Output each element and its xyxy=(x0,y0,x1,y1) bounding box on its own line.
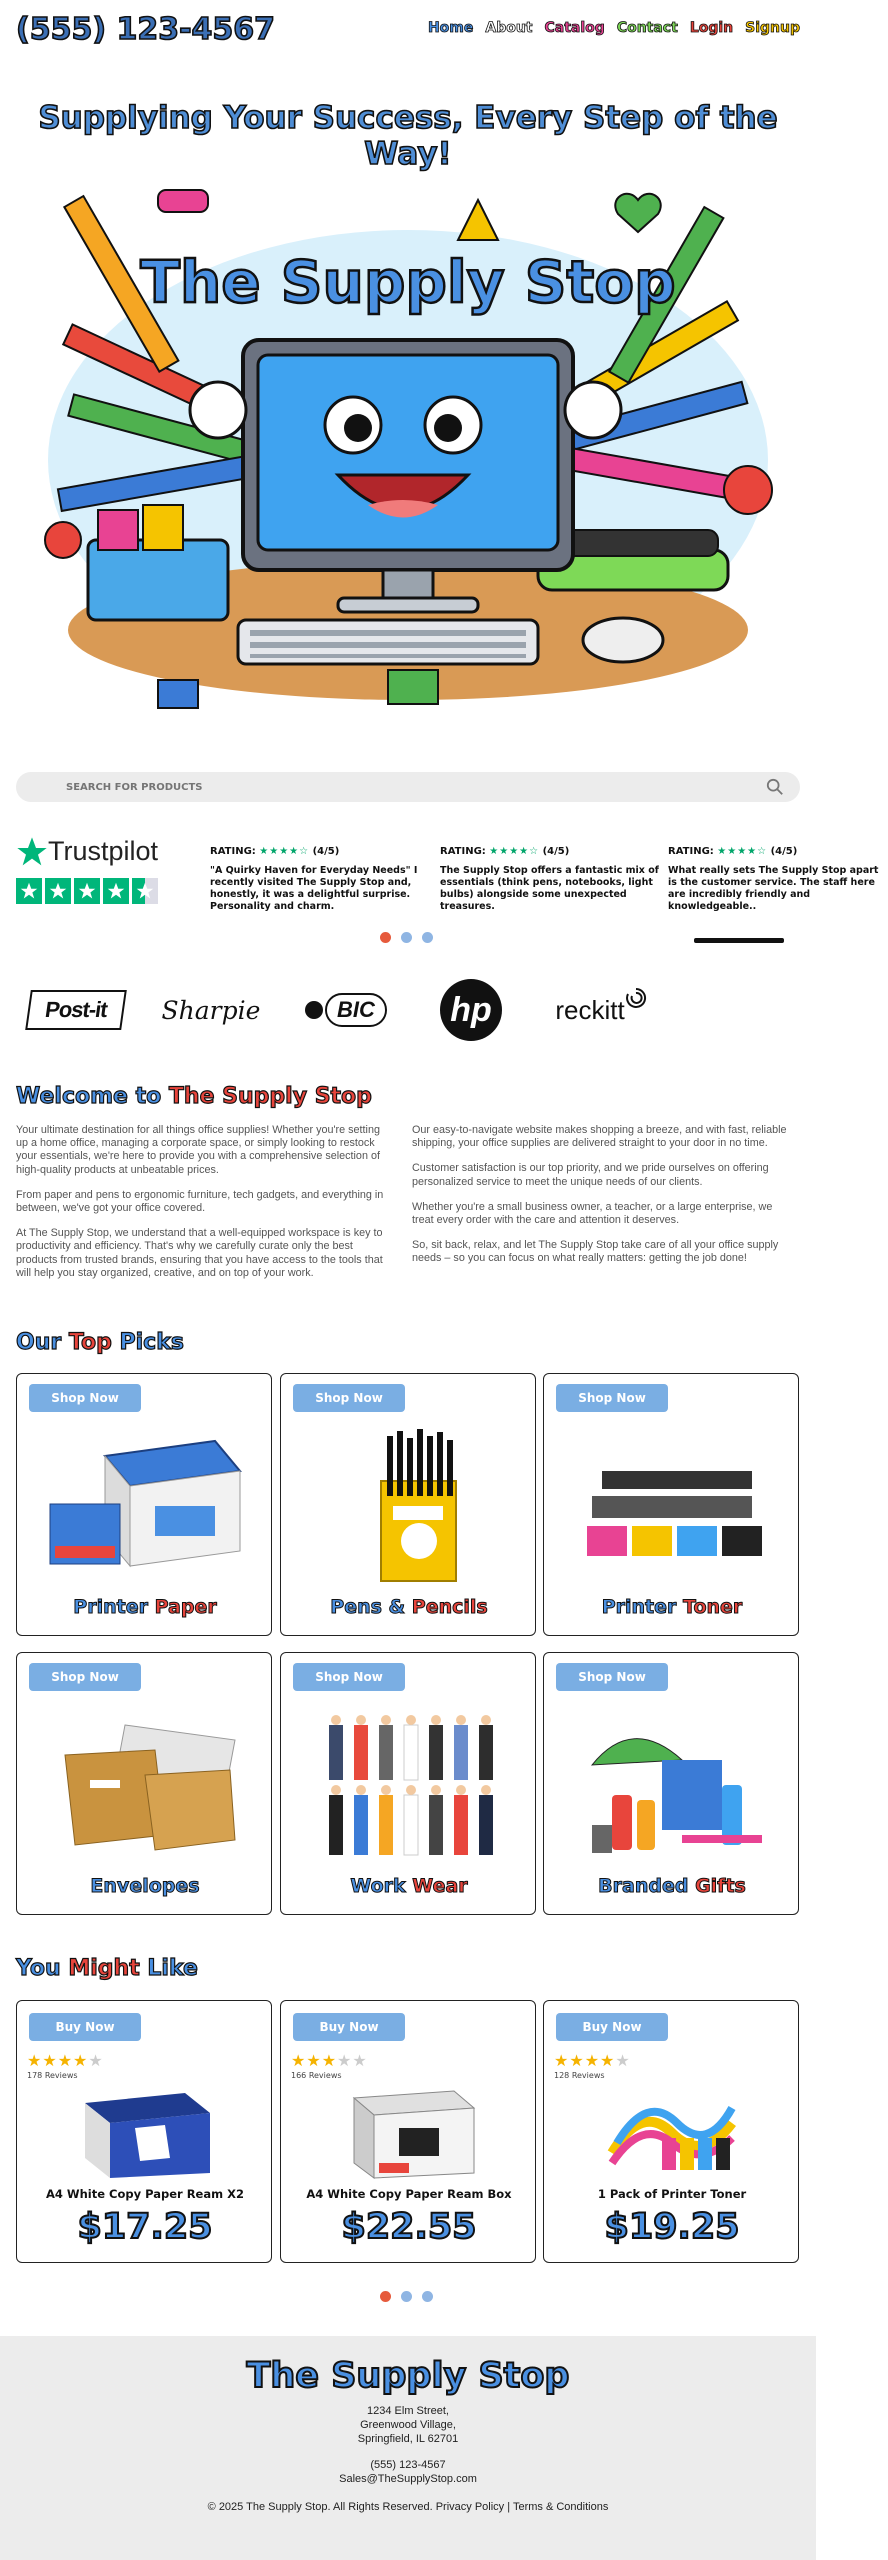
shop-now-button[interactable]: Shop Now xyxy=(29,1663,141,1691)
category-title: Printer Toner xyxy=(601,1596,743,1618)
product-price: $17.25 xyxy=(77,2207,213,2247)
carousel-dot[interactable] xyxy=(380,2291,391,2302)
review-text: The Supply Stop offers a fantastic mix of essentials (think pens, notebooks, light bulbs) alongside some unexpected treasures. xyxy=(440,865,659,912)
nav-home[interactable]: Home xyxy=(427,20,474,36)
category-card-printer-paper[interactable] xyxy=(16,1373,272,1636)
review-rating: RATING: ★★★★☆ (4/5) xyxy=(668,846,798,857)
category-title: Pens & Pencils xyxy=(330,1596,488,1618)
product-price: $19.25 xyxy=(604,2207,740,2247)
star-rating-icon: ★★★★★ xyxy=(27,2051,104,2070)
shop-now-button[interactable]: Shop Now xyxy=(293,1663,405,1691)
review-count: 166 Reviews xyxy=(291,2071,342,2080)
category-card-pens-pencils[interactable] xyxy=(280,1373,536,1636)
hero-banner xyxy=(18,160,798,730)
trustpilot-star-icon xyxy=(74,878,100,904)
footer-brand: The Supply Stop xyxy=(246,2356,570,2396)
star-rating-icon: ★★★★☆ xyxy=(259,846,310,857)
footer-address: 1234 Elm Street, Greenwood Village, Springfield, IL 62701 xyxy=(357,2405,459,2445)
printer-paper-image xyxy=(45,1426,245,1586)
carousel-dot[interactable] xyxy=(380,932,391,943)
trustpilot-name: Trustpilot xyxy=(48,836,159,866)
main-nav xyxy=(428,20,800,36)
brand-logo-postit[interactable]: Post-it xyxy=(26,980,126,1040)
carousel-dot[interactable] xyxy=(422,932,433,943)
review-text: What really sets The Supply Stop apart is the customer service. The staff here are incredibly friendly and knowledgeable.. xyxy=(668,865,879,912)
tagline: Supplying Your Success, Every Step of the Way! xyxy=(38,100,778,172)
footer-email[interactable]: Sales@TheSupplyStop.com xyxy=(339,2473,477,2485)
product-image xyxy=(75,2083,215,2181)
trustpilot-badge[interactable] xyxy=(16,836,186,916)
envelopes-image xyxy=(45,1705,245,1865)
hero-title: The Supply Stop xyxy=(140,248,676,316)
product-name: A4 White Copy Paper Ream Box xyxy=(306,2187,512,2201)
welcome-text-right: Our easy-to-navigate website makes shopping a breeze, and with fast, reliable shipping, your office supplies are delivered straight to your door in no time. Customer satisfaction is our top priority, and we pride ourselves on offering personalized service to meet the unique needs of our clients. Whether you're a small business owner, a teacher, or a large enterprise, we treat every order with the care and attention it deserves. So, sit back, relax, and let The Supply Stop take care of all your office supply needs – so you can focus on what really matters: getting the job done! xyxy=(412,1124,787,1265)
shop-now-button[interactable]: Shop Now xyxy=(293,1384,405,1412)
product-name: 1 Pack of Printer Toner xyxy=(597,2187,747,2201)
product-card[interactable] xyxy=(543,2000,799,2263)
star-rating-icon: ★★★★★ xyxy=(291,2051,368,2070)
nav-login[interactable]: Login xyxy=(689,20,734,36)
footer-phone[interactable]: (555) 123-4567 xyxy=(370,2459,446,2471)
review-count: 178 Reviews xyxy=(27,2071,78,2080)
carousel-dot[interactable] xyxy=(401,2291,412,2302)
product-name: A4 White Copy Paper Ream X2 xyxy=(46,2187,244,2201)
brand-logos xyxy=(16,960,716,1060)
terms-link[interactable]: Terms & Conditions xyxy=(512,2501,609,2513)
review-card xyxy=(668,846,888,913)
review-text: "A Quirky Haven for Everyday Needs" I recently visited The Supply Stop and, honestly, it was a delightful surprise. Personality and charm. xyxy=(210,865,418,912)
brand-logo-reckitt[interactable]: reckitt xyxy=(546,980,656,1040)
category-title: Work Wear xyxy=(350,1875,468,1897)
trustpilot-star-icon xyxy=(103,878,129,904)
buy-now-button[interactable]: Buy Now xyxy=(29,2013,141,2041)
trustpilot-rating xyxy=(16,878,158,904)
star-rating-icon: ★★★★★ xyxy=(554,2051,631,2070)
category-title: Envelopes xyxy=(90,1875,200,1897)
review-rating: RATING: ★★★★☆ (4/5) xyxy=(440,846,570,857)
category-title: Printer Paper xyxy=(73,1596,217,1618)
brand-logo-hp[interactable]: hp xyxy=(436,980,506,1040)
product-price: $22.55 xyxy=(341,2207,477,2247)
site-footer xyxy=(0,2336,816,2560)
review-scrollbar[interactable] xyxy=(694,938,784,943)
trustpilot-star-icon xyxy=(16,878,42,904)
products-pagination xyxy=(380,2291,433,2302)
category-card-envelopes[interactable] xyxy=(16,1652,272,1915)
product-image xyxy=(339,2083,479,2181)
carousel-dot[interactable] xyxy=(422,2291,433,2302)
work-wear-image xyxy=(309,1705,509,1865)
category-title: Branded Gifts xyxy=(598,1875,746,1897)
review-rating: RATING: ★★★★☆ (4/5) xyxy=(210,846,340,857)
reviews-carousel xyxy=(210,846,879,916)
search-icon[interactable] xyxy=(766,778,784,796)
nav-contact[interactable]: Contact xyxy=(616,20,678,36)
search-input[interactable] xyxy=(66,782,750,793)
review-card xyxy=(440,846,660,913)
category-card-branded-gifts[interactable] xyxy=(543,1652,799,1915)
trustpilot-star-icon xyxy=(45,878,71,904)
category-card-printer-toner[interactable] xyxy=(543,1373,799,1636)
trustpilot-half-star-icon xyxy=(132,878,158,904)
top-picks-heading: Our Top Picks xyxy=(16,1330,184,1355)
brand-logo-bic[interactable]: BIC xyxy=(291,980,401,1040)
pens-pencils-image xyxy=(309,1426,509,1586)
star-rating-icon: ★★★★☆ xyxy=(489,846,540,857)
nav-about[interactable]: About xyxy=(485,20,533,36)
branded-gifts-image xyxy=(572,1705,772,1865)
review-card xyxy=(210,846,430,913)
search-bar xyxy=(16,772,800,802)
product-card[interactable] xyxy=(280,2000,536,2263)
buy-now-button[interactable]: Buy Now xyxy=(293,2013,405,2041)
header-phone[interactable]: (555) 123-4567 xyxy=(16,12,276,47)
nav-signup[interactable]: Signup xyxy=(745,20,800,36)
trustpilot-star-icon xyxy=(16,836,48,868)
review-count: 128 Reviews xyxy=(554,2071,605,2080)
site-header xyxy=(0,0,816,62)
might-like-heading: You Might Like xyxy=(16,1956,198,1981)
shop-now-button[interactable]: Shop Now xyxy=(556,1384,668,1412)
welcome-text-left: Your ultimate destination for all things office supplies! Whether you're setting up a home office, managing a corporate space, or simply looking to restock your essentials, we're here to provide you with a comprehensive selection of high-quality products at unbeatable prices. From paper and pens to ergonomic furniture, tech gadgets, and everything in between, we've got your office covered. At The Supply Stop, we understand that a well-equipped workspace is key to productivity and efficiency. That's why we carefully curate only the best products from trusted brands, ensuring that you have access to the tools that will help you stay organized, creative, and on top of your work. xyxy=(16,1124,384,1279)
brand-logo-sharpie[interactable]: Sharpie xyxy=(161,995,261,1025)
printer-toner-image xyxy=(572,1426,772,1586)
buy-now-button[interactable]: Buy Now xyxy=(556,2013,668,2041)
copyright: © 2025 The Supply Stop. All Rights Reserved. xyxy=(207,2501,433,2513)
product-card[interactable] xyxy=(16,2000,272,2263)
product-image xyxy=(602,2083,742,2181)
reviews-pagination xyxy=(380,932,433,943)
welcome-heading: Welcome to The Supply Stop xyxy=(16,1084,372,1109)
shop-now-button[interactable]: Shop Now xyxy=(556,1663,668,1691)
footer-legal: © 2025 The Supply Stop. All Rights Reserved. Privacy Policy | Terms & Conditions xyxy=(207,2501,609,2513)
hero-illustration xyxy=(18,160,798,730)
nav-catalog[interactable]: Catalog xyxy=(544,20,605,36)
carousel-dot[interactable] xyxy=(401,932,412,943)
reckitt-swirl-icon xyxy=(625,987,647,1009)
privacy-link[interactable]: Privacy Policy xyxy=(435,2501,505,2513)
shop-now-button[interactable]: Shop Now xyxy=(29,1384,141,1412)
star-rating-icon: ★★★★☆ xyxy=(717,846,768,857)
category-card-work-wear[interactable] xyxy=(280,1652,536,1915)
